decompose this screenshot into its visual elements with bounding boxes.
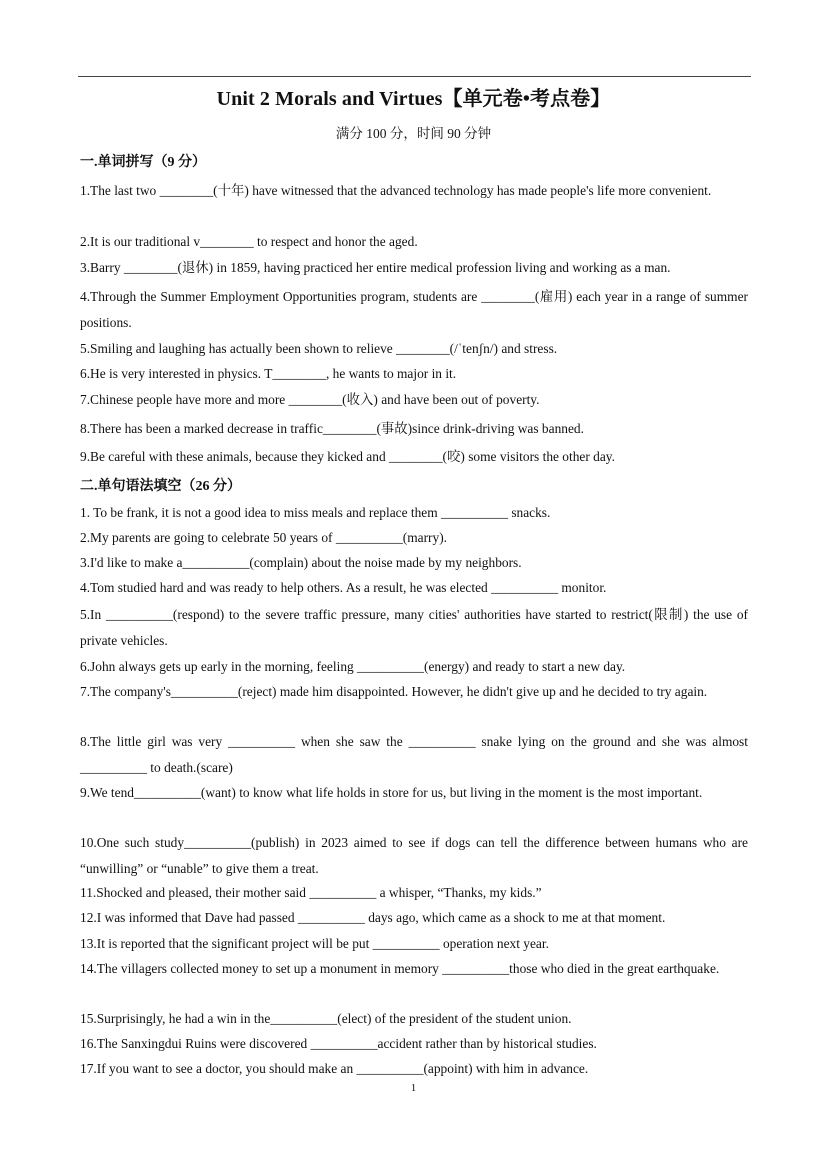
grammar-question-14: 14.The villagers collected money to set up a monument in memory __________those who died in the great earthquake. bbox=[80, 961, 720, 976]
spelling-question-5: 5.Smiling and laughing has actually been shown to relieve ________(/ˈtenʃn/) and stress. bbox=[80, 341, 558, 356]
top-rule bbox=[78, 76, 751, 77]
spelling-question-2: 2.It is our traditional v________ to respect and honor the aged. bbox=[80, 234, 418, 249]
grammar-question-3: 3.I'd like to make a__________(complain) about the noise made by my neighbors. bbox=[80, 555, 522, 570]
grammar-question-4: 4.Tom studied hard and was ready to help others. As a result, he was elected __________ monitor. bbox=[80, 580, 607, 595]
section-heading-grammar: 二.单句语法填空（26 分） bbox=[80, 479, 241, 494]
grammar-question-12: 12.I was informed that Dave had passed __________ days ago, which came as a shock to me at that moment. bbox=[80, 910, 666, 925]
grammar-question-1: 1. To be frank, it is not a good idea to miss meals and replace them __________ snacks. bbox=[80, 505, 551, 520]
grammar-question-2: 2.My parents are going to celebrate 50 years of __________(marry). bbox=[80, 530, 448, 545]
grammar-question-10: 10.One such study__________(publish) in 2023 aimed to see if dogs can tell the difference between humans who are “unwilling” or “unable” to give them a treat. bbox=[80, 835, 748, 876]
grammar-question-16: 16.The Sanxingdui Ruins were discovered __________accident rather than by historical studies. bbox=[80, 1036, 597, 1051]
spelling-question-4: 4.Through the Summer Employment Opportunities program, students are ________(雇用) each year in a range of summer positions. bbox=[80, 289, 748, 330]
section-heading-spelling: 一.单词拼写（9 分） bbox=[80, 155, 206, 170]
spelling-question-9: 9.Be careful with these animals, because they kicked and ________(咬) some visitors the other day. bbox=[80, 449, 615, 464]
spelling-question-1: 1.The last two ________(十年) have witnessed that the advanced technology has made people's life more convenient. bbox=[80, 183, 712, 198]
grammar-question-9: 9.We tend__________(want) to know what life holds in store for us, but living in the moment is the most important. bbox=[80, 785, 703, 800]
spelling-question-3: 3.Barry ________(退休) in 1859, having practiced her entire medical profession living and working as a man. bbox=[80, 260, 671, 275]
grammar-question-13: 13.It is reported that the significant project will be put __________ operation next year. bbox=[80, 936, 549, 951]
grammar-question-7: 7.The company's__________(reject) made him disappointed. However, he didn't give up and he decided to try again. bbox=[80, 684, 708, 699]
grammar-question-8: 8.The little girl was very __________ when she saw the __________ snake lying on the ground and she was almost __________ to death.(scare) bbox=[80, 734, 748, 775]
grammar-question-15: 15.Surprisingly, he had a win in the__________(elect) of the president of the student union. bbox=[80, 1011, 572, 1026]
page-subtitle: 满分 100 分，时间 90 分钟 bbox=[335, 126, 492, 141]
grammar-question-5: 5.In __________(respond) to the severe traffic pressure, many cities' authorities have started to restrict(限制) the use of private vehicles. bbox=[80, 607, 748, 648]
grammar-question-17: 17.If you want to see a doctor, you should make an __________(appoint) with him in advance. bbox=[80, 1061, 589, 1076]
page-title: Unit 2 Morals and Virtues【单元卷•考点卷】 bbox=[216, 88, 611, 110]
grammar-question-11: 11.Shocked and pleased, their mother said __________ a whisper, “Thanks, my kids.” bbox=[80, 885, 542, 900]
spelling-question-8: 8.There has been a marked decrease in traffic________(事故)since drink-driving was banned. bbox=[80, 421, 584, 436]
grammar-question-6: 6.John always gets up early in the morning, feeling __________(energy) and ready to start a new day. bbox=[80, 659, 626, 674]
page-number: 1 bbox=[410, 1082, 417, 1094]
spelling-question-6: 6.He is very interested in physics. T________, he wants to major in it. bbox=[80, 366, 457, 381]
spelling-question-7: 7.Chinese people have more and more ________(收入) and have been out of poverty. bbox=[80, 392, 540, 407]
